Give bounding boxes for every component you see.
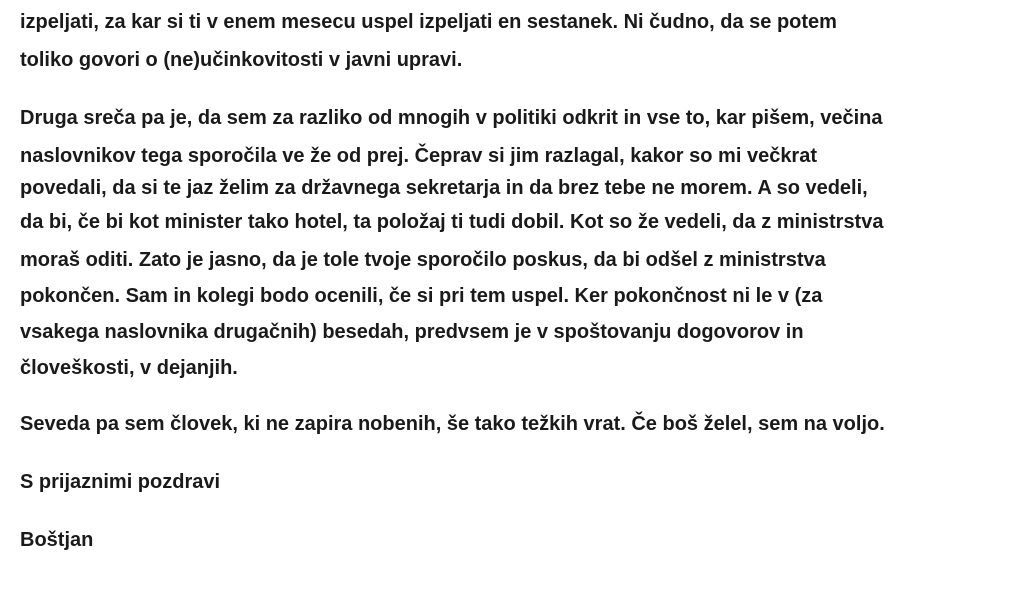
text-line: človeškosti, v dejanjih. — [20, 357, 238, 379]
text-line: izpeljati, za kar si ti v enem mesecu uspel izpeljati en sestanek. Ni čudno, da se potem — [20, 11, 837, 33]
text-line: toliko govori o (ne)učinkovitosti v javni upravi. — [20, 49, 463, 71]
text-line: povedali, da si te jaz želim za državnega sekretarja in da brez tebe ne morem. A so vedeli, — [20, 177, 868, 199]
text-line: Seveda pa sem človek, ki ne zapira nobenih, še tako težkih vrat. Če boš želel, sem na voljo. — [20, 413, 885, 435]
text-line: moraš oditi. Zato je jasno, da je tole tvoje sporočilo poskus, da bi odšel z ministrstva — [20, 249, 826, 271]
text-line: Druga sreča pa je, da sem za razliko od mnogih v politiki odkrit in vse to, kar pišem, večina — [20, 107, 883, 129]
text-line: naslovnikov tega sporočila ve že od prej. Čeprav si jim razlagal, kakor so mi večkrat — [20, 145, 818, 167]
text-line: da bi, če bi kot minister tako hotel, ta položaj ti tudi dobil. Kot so že vedeli, da z ministrstva — [20, 211, 884, 233]
signature-name: Boštjan — [20, 529, 94, 551]
closing-salutation: S prijaznimi pozdravi — [20, 471, 221, 493]
text-line: vsakega naslovnika drugačnih) besedah, predvsem je v spoštovanju dogovorov in — [20, 321, 804, 343]
text-line: pokončen. Sam in kolegi bodo ocenili, če si pri tem uspel. Ker pokončnost ni le v (za — [20, 285, 823, 307]
